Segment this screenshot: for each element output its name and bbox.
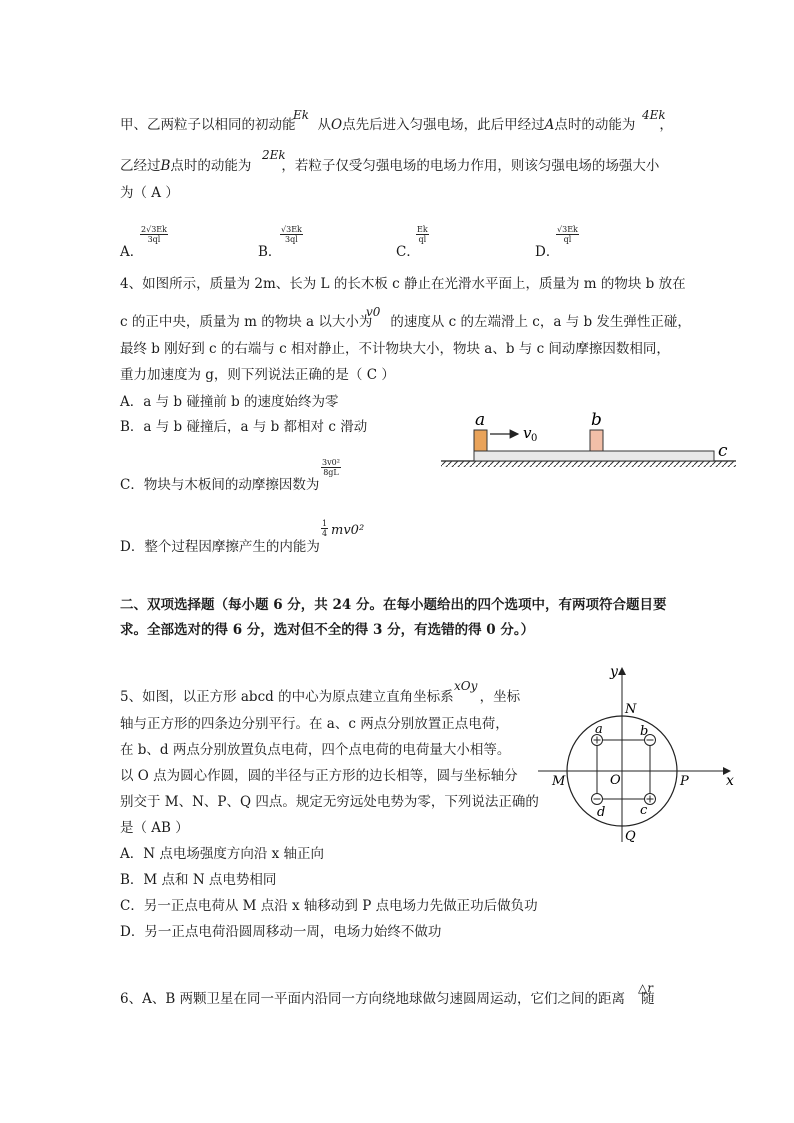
block-b [590,430,603,451]
q4-board-figure [436,405,746,475]
label-b-point: b [640,724,649,739]
q5-line6: 是（ AB ） [120,820,189,836]
board-c [474,451,714,461]
ek2-symbol: 2Ek [262,148,286,162]
q4-option-d: D．整个过程因摩擦产生的内能为 [120,539,320,555]
q3-option-d: D． [535,244,560,260]
point-b: B [160,158,171,174]
q3-option-c: C． [396,244,420,260]
label-c-point: c [640,803,648,818]
section2-heading-line1: 二、双项选择题（每小题 6 分，共 24 分。在每小题给出的四个选项中，有两项符合题目要 [120,597,667,613]
ek-symbol: Ek [293,108,310,122]
q3-line1: 甲、乙两粒子以相同的初动能 从O点先后进入匀强电场，此后甲经过A点时的动能为 ， [120,117,673,133]
q5-line5: 别交于 M、N、P、Q 四点。规定无穷远处电势为零，下列说法正确的 [120,794,539,810]
q5-charge-figure [530,660,750,850]
q5-line3: 在 b、d 两点分别放置负点电荷，四个点电荷的电荷量大小相等。 [120,742,511,758]
q3-line2: 乙经过B点时的动能为 ，若粒子仅受匀强电场的电场力作用，则该匀强电场的场强大小 [120,158,660,174]
label-c: c [718,441,728,461]
q4-option-b: B．a 与 b 碰撞后，a 与 b 都相对 c 滑动 [120,419,368,435]
q4-option-a: A．a 与 b 碰撞前 b 的速度始终为零 [120,394,339,410]
q5-line4: 以 O 点为圆心作圆，圆的半径与正方形的边长相等，圆与坐标轴分 [120,768,518,784]
q4-line2: c 的正中央，质量为 m 的物块 a 以大小为 的速度从 c 的左端滑上 c，a 与 b 发生弹性正碰， [120,314,691,330]
q3-line3: 为（ A ） [120,185,179,201]
ek4-symbol: 4Ek [642,108,666,122]
q5-option-a: A．N 点电场强度方向沿 x 轴正向 [120,846,325,862]
q5-line2: 轴与正方形的四条边分别平行。在 a、c 两点分别放置正点电荷， [120,716,509,732]
label-a: a [475,410,486,430]
label-y: y [610,664,618,680]
q5-line1: 5、如图，以正方形 abcd 的中心为原点建立直角坐标系 ，坐标 [120,689,521,705]
q4-option-c: C．物块与木板间的动摩擦因数为 [120,477,320,493]
label-p: P [680,774,689,789]
square-abcd [597,740,650,799]
q4-line1: 4、如图所示，质量为 2m、长为 L 的长木板 c 静止在光滑水平面上，质量为 m 的物块 b 放在 [120,276,686,292]
q4-line3: 最终 b 刚好到 c 的右端与 c 相对静止，不计物块大小，物块 a、b 与 c 间动摩擦因数相同， [120,341,670,357]
q4-line4: 重力加速度为 g，则下列说法正确的是（ C ） [120,367,395,383]
q4-option-d-frac: $\frac{1}{4}$ [322,519,328,538]
label-o: O [610,773,621,788]
q5-option-b: B．M 点和 N 点电势相同 [120,872,277,888]
q3-option-c-frac: $\frac{Ek}{ql}$ [417,225,428,244]
ground-hatch [441,461,736,467]
label-v-sub: 0 [531,433,538,444]
q3-option-d-frac: $\frac{√3Ek}{ql}$ [557,225,578,244]
label-a-point: a [595,722,603,737]
v0-symbol: v0 [366,305,381,319]
q3-option-a: A． [120,244,144,260]
section2-heading-line2: 求。全部选对的得 6 分，选对但不全的得 3 分，有选错的得 0 分。） [120,622,535,638]
q3-option-b-frac: $\frac{√3Ek}{3ql}$ [281,225,302,244]
q5-option-d: D．另一正点电荷沿圆周移动一周，电场力始终不做功 [120,924,442,940]
block-a [474,430,487,451]
point-a: A [544,117,555,133]
point-o: O [331,117,343,133]
label-n: N [625,702,637,717]
q3-option-a-frac: $\frac{2√3Ek}{3ql}$ [141,225,167,244]
charge-d [592,794,603,805]
label-m: M [552,774,566,789]
q4-option-d-expr: mv0² [331,523,365,538]
xoy-symbol: xOy [454,679,478,693]
q4-option-c-frac: $\frac{\text{3v0²}}{8gL}$ [322,458,340,477]
label-b: b [591,410,602,430]
label-x: x [726,773,734,789]
q3-option-b: B． [258,244,282,260]
delta-r-symbol: △r [638,981,653,995]
label-v: v [523,424,532,442]
q6-line1: 6、A、B 两颗卫星在同一平面内沿同一方向绕地球做匀速圆周运动，它们之间的距离 随 [120,991,655,1007]
label-d-point: d [597,805,606,820]
label-q: Q [625,829,636,844]
q5-option-c: C．另一正点电荷从 M 点沿 x 轴移动到 P 点电场力先做正功后做负功 [120,898,538,914]
